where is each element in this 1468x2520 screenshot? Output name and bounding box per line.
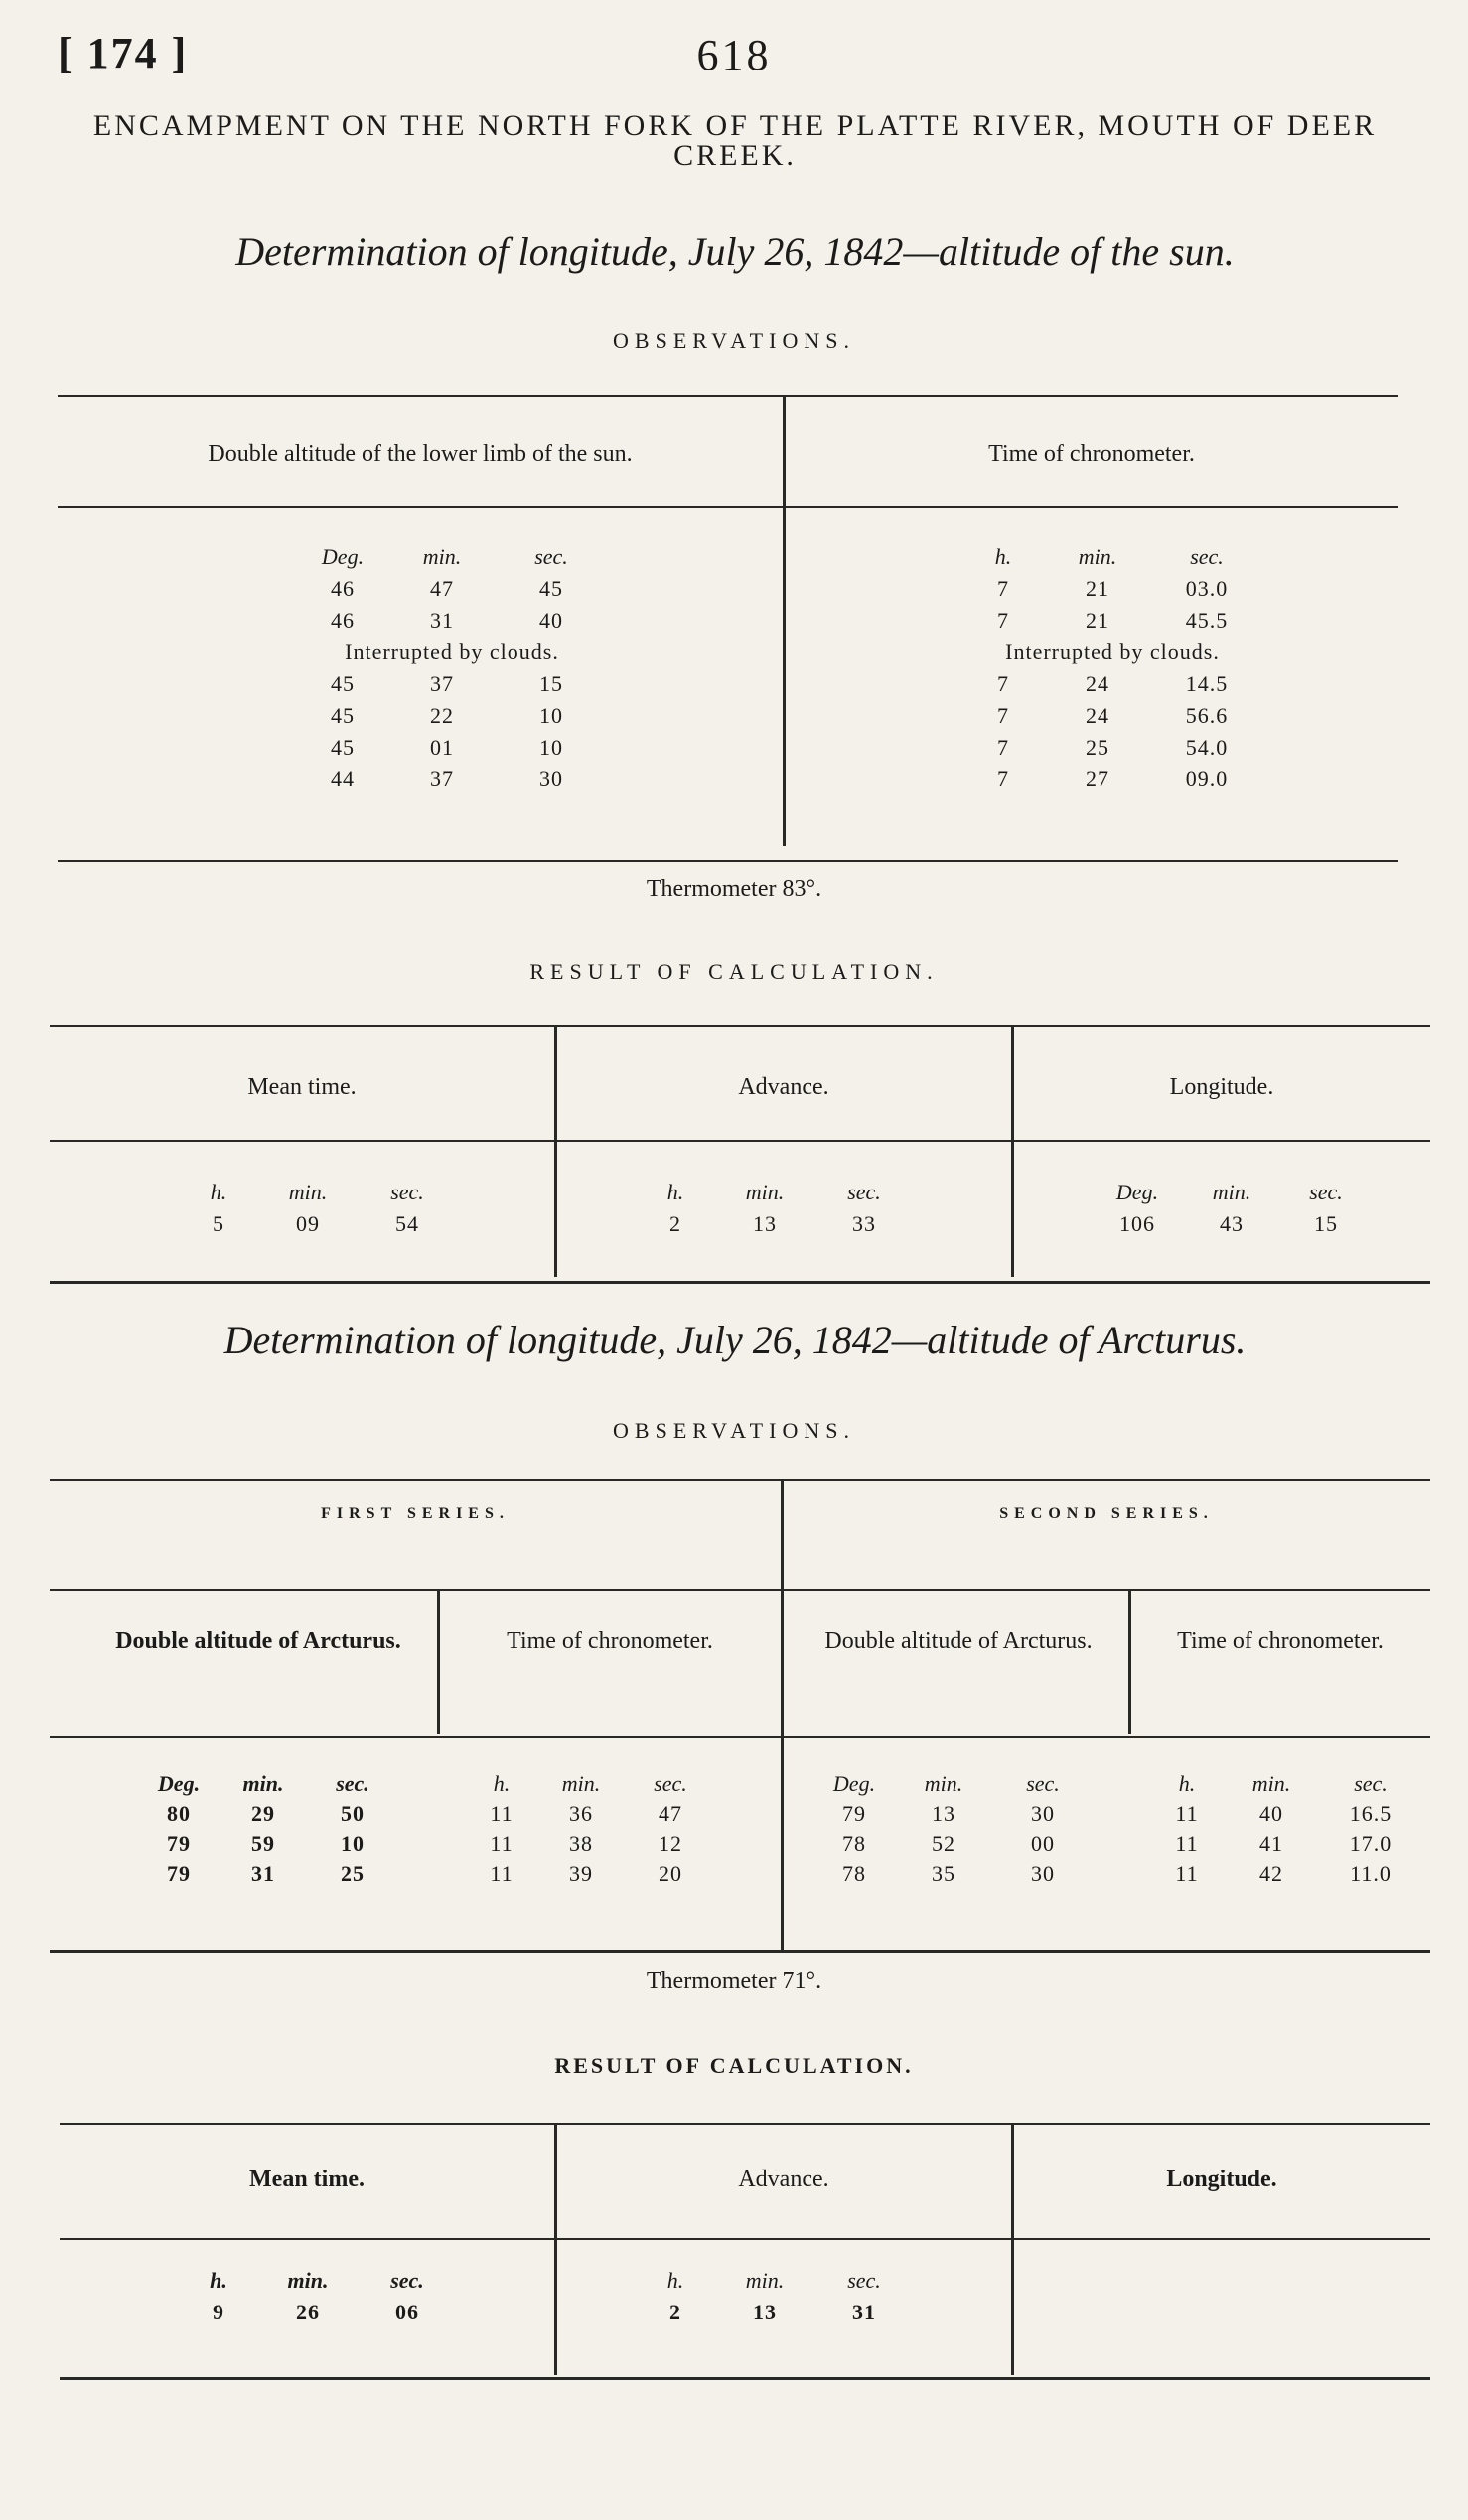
column-divider xyxy=(1011,1027,1014,1277)
table-row: 46 47 45 xyxy=(331,576,563,601)
mean-time-header: Mean time. xyxy=(247,1074,357,1100)
sun-altitude-units: Deg. min. sec. xyxy=(321,544,568,569)
chronometer-header-2: Time of chronometer. xyxy=(1177,1628,1384,1654)
table-row: 78 52 00 xyxy=(842,1831,1055,1856)
longitude-header: Longitude. xyxy=(1169,1074,1274,1100)
interruption-note: Interrupted by clouds. xyxy=(345,639,559,664)
longitude-units: Deg. min. sec. xyxy=(1115,1180,1343,1204)
encampment-title: ENCAMPMENT ON THE NORTH FORK OF THE PLATTE RIVER, MOUTH OF DEER CREEK. xyxy=(92,109,1378,172)
table-row: 7 25 54.0 xyxy=(997,735,1229,760)
advance-header: Advance. xyxy=(738,2167,829,2192)
arcturus-altitude-header-1: Double altitude of Arcturus. xyxy=(115,1628,401,1654)
table-row: 80 29 50 xyxy=(167,1801,365,1826)
table-row: 79 13 30 xyxy=(842,1801,1055,1826)
section2-observations-label: OBSERVATIONS. xyxy=(613,1418,855,1443)
column-divider xyxy=(781,1481,784,1950)
advance-values: 2 13 33 xyxy=(669,1211,876,1236)
rule xyxy=(60,2123,1430,2125)
table-row: 11 36 47 xyxy=(490,1801,682,1826)
rule xyxy=(58,395,1398,397)
section2-title: Determination of longitude, July 26, 1842—altitude of Arcturus. xyxy=(223,1318,1247,1362)
arcturus-units-1: Deg. min. sec. xyxy=(157,1771,369,1796)
advance-header: Advance. xyxy=(738,1074,829,1100)
advance-units: h. min. sec. xyxy=(666,1180,881,1204)
section1-result-label: RESULT OF CALCULATION. xyxy=(529,959,939,984)
longitude-header: Longitude. xyxy=(1166,2167,1277,2192)
table-row: 44 37 30 xyxy=(331,767,563,791)
second-series-label: SECOND SERIES. xyxy=(999,1505,1214,1522)
rule xyxy=(58,506,1398,508)
thermometer-reading: Thermometer 71°. xyxy=(646,1968,822,1994)
table-row: 11 41 17.0 xyxy=(1175,1831,1393,1856)
longitude-values: 106 43 15 xyxy=(1119,1211,1338,1236)
table-row: 7 24 56.6 xyxy=(997,703,1229,728)
table-row: 11 38 12 xyxy=(490,1831,682,1856)
mean-time-units: h. min. sec. xyxy=(210,1180,424,1204)
rule xyxy=(50,1736,1430,1738)
rule xyxy=(60,2377,1430,2380)
rule xyxy=(50,1140,1430,1142)
mean-time-units: h. min. sec. xyxy=(210,2268,424,2293)
table-row: 7 24 14.5 xyxy=(997,671,1229,696)
chronometer-units-1: h. min. sec. xyxy=(493,1771,687,1796)
mean-time-values: 5 09 54 xyxy=(213,1211,419,1236)
sun-altitude-header: Double altitude of the lower limb of the sun. xyxy=(208,441,633,467)
table-row: 45 37 15 xyxy=(331,671,563,696)
column-divider xyxy=(437,1591,440,1734)
section1-title: Determination of longitude, July 26, 1842—altitude of the sun. xyxy=(235,229,1235,274)
rule xyxy=(50,1479,1430,1481)
advance-units: h. min. sec. xyxy=(666,2268,881,2293)
table-row: 79 59 10 xyxy=(167,1831,365,1856)
advance-values: 2 13 31 xyxy=(669,2300,876,2324)
arcturus-altitude-header-2: Double altitude of Arcturus. xyxy=(824,1628,1093,1654)
rule xyxy=(50,1950,1430,1953)
table-row: 79 31 25 xyxy=(167,1861,365,1886)
section1-observations-label: OBSERVATIONS. xyxy=(613,328,855,352)
thermometer-reading: Thermometer 83°. xyxy=(646,876,822,902)
table-row: 11 42 11.0 xyxy=(1175,1861,1392,1886)
table-row: 7 27 09.0 xyxy=(997,767,1229,791)
column-divider xyxy=(554,1027,557,1277)
table-row: 7 21 45.5 xyxy=(997,608,1229,632)
table-row: 78 35 30 xyxy=(842,1861,1055,1886)
rule xyxy=(50,1281,1430,1284)
interruption-note: Interrupted by clouds. xyxy=(1005,639,1220,664)
page-number: 618 xyxy=(696,31,772,79)
bracket-page-number: [ 174 ] xyxy=(58,29,189,77)
chronometer-header-1: Time of chronometer. xyxy=(507,1628,713,1654)
chronometer-units-2: h. min. sec. xyxy=(1178,1771,1388,1796)
section2-result-label: RESULT OF CALCULATION. xyxy=(554,2053,914,2078)
chronometer-units: h. min. sec. xyxy=(994,544,1224,569)
rule xyxy=(60,2238,1430,2240)
table-row: 46 31 40 xyxy=(331,608,563,632)
chronometer-header: Time of chronometer. xyxy=(988,441,1195,467)
rule xyxy=(50,1025,1430,1027)
table-row: 11 39 20 xyxy=(490,1861,682,1886)
first-series-label: FIRST SERIES. xyxy=(321,1505,510,1522)
table-row: 7 21 03.0 xyxy=(997,576,1229,601)
arcturus-units-2: Deg. min. sec. xyxy=(832,1771,1060,1796)
table-row: 11 40 16.5 xyxy=(1175,1801,1393,1826)
column-divider xyxy=(1128,1591,1131,1734)
rule xyxy=(58,860,1398,862)
table-row: 45 01 10 xyxy=(331,735,563,760)
table-row: 45 22 10 xyxy=(331,703,563,728)
mean-time-values: 9 26 06 xyxy=(213,2300,419,2324)
rule xyxy=(50,1589,1430,1591)
mean-time-header: Mean time. xyxy=(249,2167,365,2192)
